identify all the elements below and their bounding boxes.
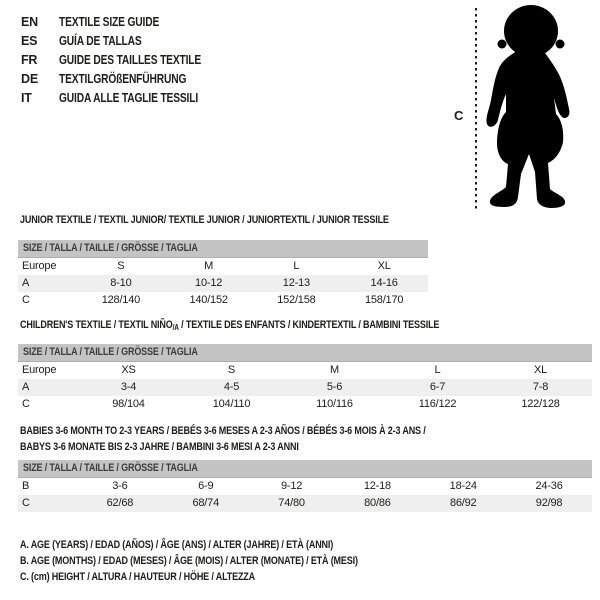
row-label: A (22, 381, 30, 393)
language-code: FR (21, 53, 38, 67)
guide-title-de: TEXTILGRÖßENFÜHRUNG (59, 72, 187, 86)
age-cell: 4-5 (223, 381, 240, 393)
footnote-legend (20, 537, 432, 585)
age-cell: 9-12 (280, 480, 303, 492)
row-label: C (22, 398, 30, 410)
size-cell: L (293, 260, 300, 272)
height-cell: 68/74 (192, 497, 219, 509)
junior-section-title (20, 213, 470, 229)
table-row (18, 362, 592, 379)
height-cell: 122/128 (521, 398, 560, 410)
age-cell: 10-12 (195, 277, 223, 289)
age-cell: 3-6 (112, 480, 128, 492)
junior-title-text: JUNIOR TEXTILE / TEXTIL JUNIOR/ TEXTILE JUNIOR / JUNIORTEXTIL / JUNIOR TESSILE (20, 214, 389, 226)
height-cell: 158/170 (364, 294, 404, 306)
language-code: IT (21, 91, 32, 105)
language-row-de (21, 70, 232, 89)
height-cell: 80/86 (364, 497, 391, 509)
children-size-table (18, 344, 592, 413)
table-row (18, 275, 428, 292)
guide-title-en: TEXTILE SIZE GUIDE (59, 15, 160, 29)
size-cell: XL (533, 364, 548, 376)
table-row (18, 258, 428, 275)
guide-title-es: GUÍA DE TALLAS (59, 34, 142, 48)
table-row (18, 292, 428, 309)
size-cell: M (330, 364, 339, 376)
size-cell: S (117, 260, 125, 272)
children-section-title (20, 318, 531, 336)
age-cell: 7-8 (532, 381, 549, 393)
size-cell: S (227, 364, 236, 376)
babies-section-title (20, 424, 515, 455)
toddler-silhouette-icon (486, 5, 569, 208)
height-cell: 86/92 (449, 497, 477, 509)
height-cell: 140/152 (189, 294, 228, 306)
table-row (18, 379, 592, 396)
footnote-c-text: C. (cm) HEIGHT / ALTURA / HAUTEUR / HÖHE / ALTEZZA (20, 571, 256, 583)
row-label: B (22, 480, 30, 492)
language-code: EN (21, 15, 38, 29)
babies-title-line2: BABYS 3-6 MONATE BIS 2-3 JAHRE / BAMBINI 3-6 MESI A 2-3 ANNI (20, 440, 299, 453)
size-header-text: SIZE / TALLA / TAILLE / GRÖSSE / TAGLIA (23, 346, 198, 358)
age-cell: 12-18 (363, 480, 391, 492)
language-row-en (21, 13, 232, 32)
babies-title-line1: BABIES 3-6 MONTH TO 2-3 YEARS / BEBÉS 3-6 MESES A 2-3 AÑOS / BÉBÉS 3-6 MOIS À 2-3 ANS / (20, 425, 426, 437)
height-measure-label: C (454, 108, 464, 123)
guide-title-fr: GUIDE DES TAILLES TEXTILE (59, 53, 202, 67)
children-title-prefix: CHILDREN'S TEXTILE / TEXTIL NIÑO (20, 319, 173, 331)
table-row (18, 478, 592, 495)
size-cell: XS (121, 364, 136, 376)
row-label: A (22, 277, 30, 289)
age-cell: 3-4 (120, 381, 137, 393)
height-cell: 74/80 (278, 497, 305, 509)
row-label: C (22, 497, 30, 509)
children-title-subscript: /A (172, 323, 179, 332)
footnote-b (20, 553, 432, 569)
footnote-c (20, 569, 432, 585)
footnote-a (20, 537, 432, 553)
height-cell: 152/158 (277, 294, 316, 306)
age-cell: 12-13 (282, 277, 310, 289)
age-cell: 18-24 (449, 480, 477, 492)
footnote-a-text: A. AGE (YEARS) / EDAD (AÑOS) / ÂGE (ANS) / ALTER (JAHRE) / ETÀ (ANNI) (20, 539, 334, 551)
age-cell: 6-7 (429, 381, 446, 393)
table-row (18, 396, 592, 413)
height-cell: 110/116 (316, 398, 353, 410)
height-cell: 128/140 (101, 294, 141, 306)
age-cell: 5-6 (326, 381, 343, 393)
children-title-suffix: / TEXTILE DES ENFANTS / KINDERTEXTIL / BAMBINI TESSILE (178, 319, 440, 331)
table-row (18, 495, 592, 512)
row-label: Europe (22, 260, 57, 272)
row-label: Europe (22, 364, 57, 376)
size-header-text: SIZE / TALLA / TAILLE / GRÖSSE / TAGLIA (23, 242, 198, 254)
size-cell: L (434, 364, 441, 376)
size-cell: XL (377, 260, 391, 272)
footnote-b-text: B. AGE (MONTHS) / EDAD (MESES) / ÂGE (MOIS) / ALTER (MONATE) / ETÀ (MESI) (20, 555, 358, 567)
age-cell: 24-36 (535, 480, 563, 492)
junior-size-table (18, 240, 428, 309)
language-title-list (21, 13, 232, 108)
age-cell: 14-16 (370, 277, 398, 289)
language-code: ES (21, 34, 38, 48)
language-row-fr (21, 51, 232, 70)
height-cell: 98/104 (112, 398, 145, 410)
row-label: C (22, 294, 30, 306)
language-code: DE (21, 72, 38, 86)
height-cell: 92/98 (535, 497, 563, 509)
babies-size-header-bar (18, 460, 592, 478)
age-cell: 8-10 (110, 277, 132, 289)
height-cell: 62/68 (106, 497, 134, 509)
children-title-text (20, 318, 439, 336)
age-cell: 6-9 (198, 480, 214, 492)
language-row-it (21, 89, 232, 108)
children-size-header-bar (18, 344, 592, 362)
toddler-figure (446, 0, 600, 215)
guide-title-it: GUIDA ALLE TAGLIE TESSILI (59, 91, 199, 105)
size-header-text: SIZE / TALLA / TAILLE / GRÖSSE / TAGLIA (23, 462, 198, 474)
language-row-es (21, 32, 232, 51)
height-cell: 104/110 (212, 398, 251, 410)
junior-size-header-bar (18, 240, 428, 258)
babies-size-table (18, 460, 592, 512)
height-cell: 116/122 (418, 398, 457, 410)
size-cell: M (204, 260, 214, 272)
